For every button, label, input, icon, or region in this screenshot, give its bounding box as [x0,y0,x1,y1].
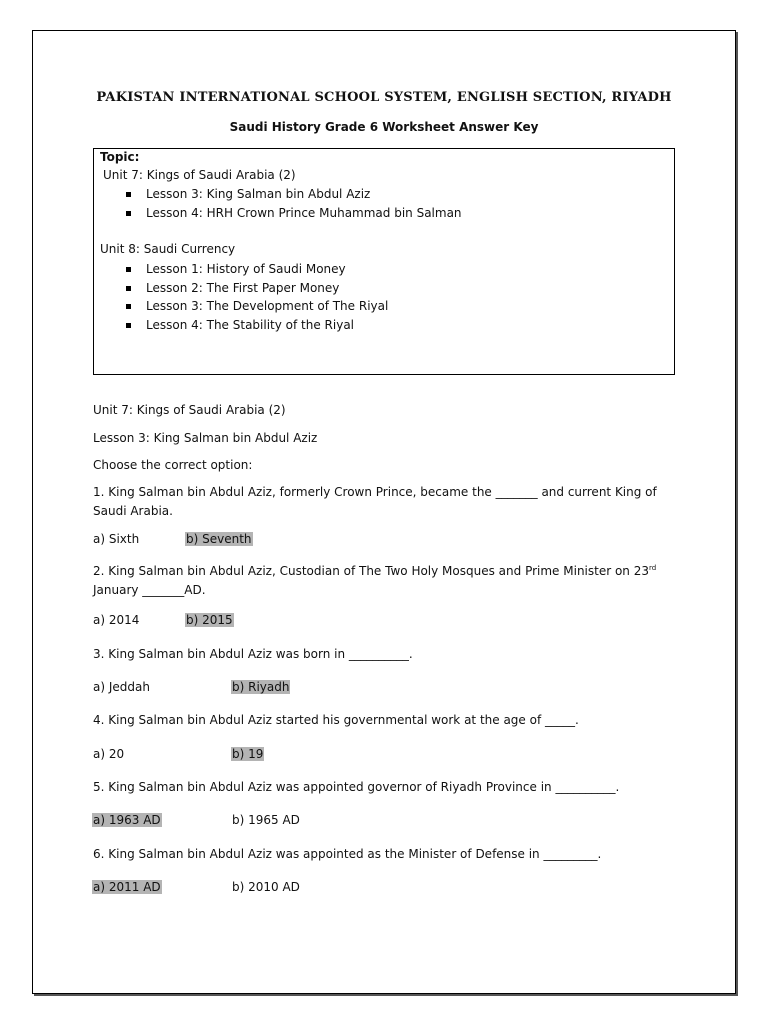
q6-option-a-answer: a) 2011 AD [93,880,161,894]
q4-option-b-answer: b) 19 [232,747,264,761]
q1-option-b-answer: b) Seventh [186,532,252,546]
section-unit: Unit 7: Kings of Saudi Arabia (2) [93,403,286,417]
section-lesson: Lesson 3: King Salman bin Abdul Aziz [93,431,318,445]
instruction: Choose the correct option: [93,458,253,472]
question-5: 5. King Salman bin Abdul Aziz was appointed governor of Riyadh Province in __________. [93,780,620,794]
list-item: Lesson 3: King Salman bin Abdul Aziz [124,185,462,204]
q3-option-a: a) Jeddah [93,680,150,694]
school-name: PAKISTAN INTERNATIONAL SCHOOL SYSTEM, ENGLISH SECTION, RIYADH [96,90,672,105]
topic-label: Topic: [100,150,140,164]
question-2 [93,559,677,600]
worksheet-title: Saudi History Grade 6 Worksheet Answer Key [229,120,539,134]
list-item: Lesson 3: The Development of The Riyal [124,297,388,316]
list-item: Lesson 1: History of Saudi Money [124,260,388,279]
q2-ordinal: rd [649,564,657,572]
q4-option-a: a) 20 [93,747,125,761]
topic-box [93,148,675,375]
list-item: Lesson 2: The First Paper Money [124,279,388,298]
question-3: 3. King Salman bin Abdul Aziz was born in __________. [93,647,413,661]
topic-unit7: Unit 7: Kings of Saudi Arabia (2) [103,168,296,182]
q2-option-b-answer: b) 2015 [186,613,233,627]
q3-option-b-answer: b) Riyadh [232,680,290,694]
unit7-lesson-list [124,185,462,222]
q2-text-end: January _______AD. [93,583,206,597]
list-item: Lesson 4: The Stability of the Riyal [124,316,388,335]
q2-text-start: 2. King Salman bin Abdul Aziz, Custodian of The Two Holy Mosques and Prime Minister on 23 [93,564,649,578]
q5-option-b: b) 1965 AD [232,813,300,827]
q1-option-a: a) Sixth [93,532,140,546]
q6-option-b: b) 2010 AD [232,880,300,894]
q5-option-a-answer: a) 1963 AD [93,813,161,827]
q2-option-a: a) 2014 [93,613,140,627]
question-4: 4. King Salman bin Abdul Aziz started his governmental work at the age of _____. [93,713,579,727]
list-item: Lesson 4: HRH Crown Prince Muhammad bin Salman [124,204,462,223]
topic-unit8: Unit 8: Saudi Currency [100,242,236,256]
unit8-lesson-list [124,260,388,335]
question-1: 1. King Salman bin Abdul Aziz, formerly Crown Prince, became the _______ and current King of Saudi Arabia. [93,485,657,518]
question-6: 6. King Salman bin Abdul Aziz was appointed as the Minister of Defense in _________. [93,847,602,861]
